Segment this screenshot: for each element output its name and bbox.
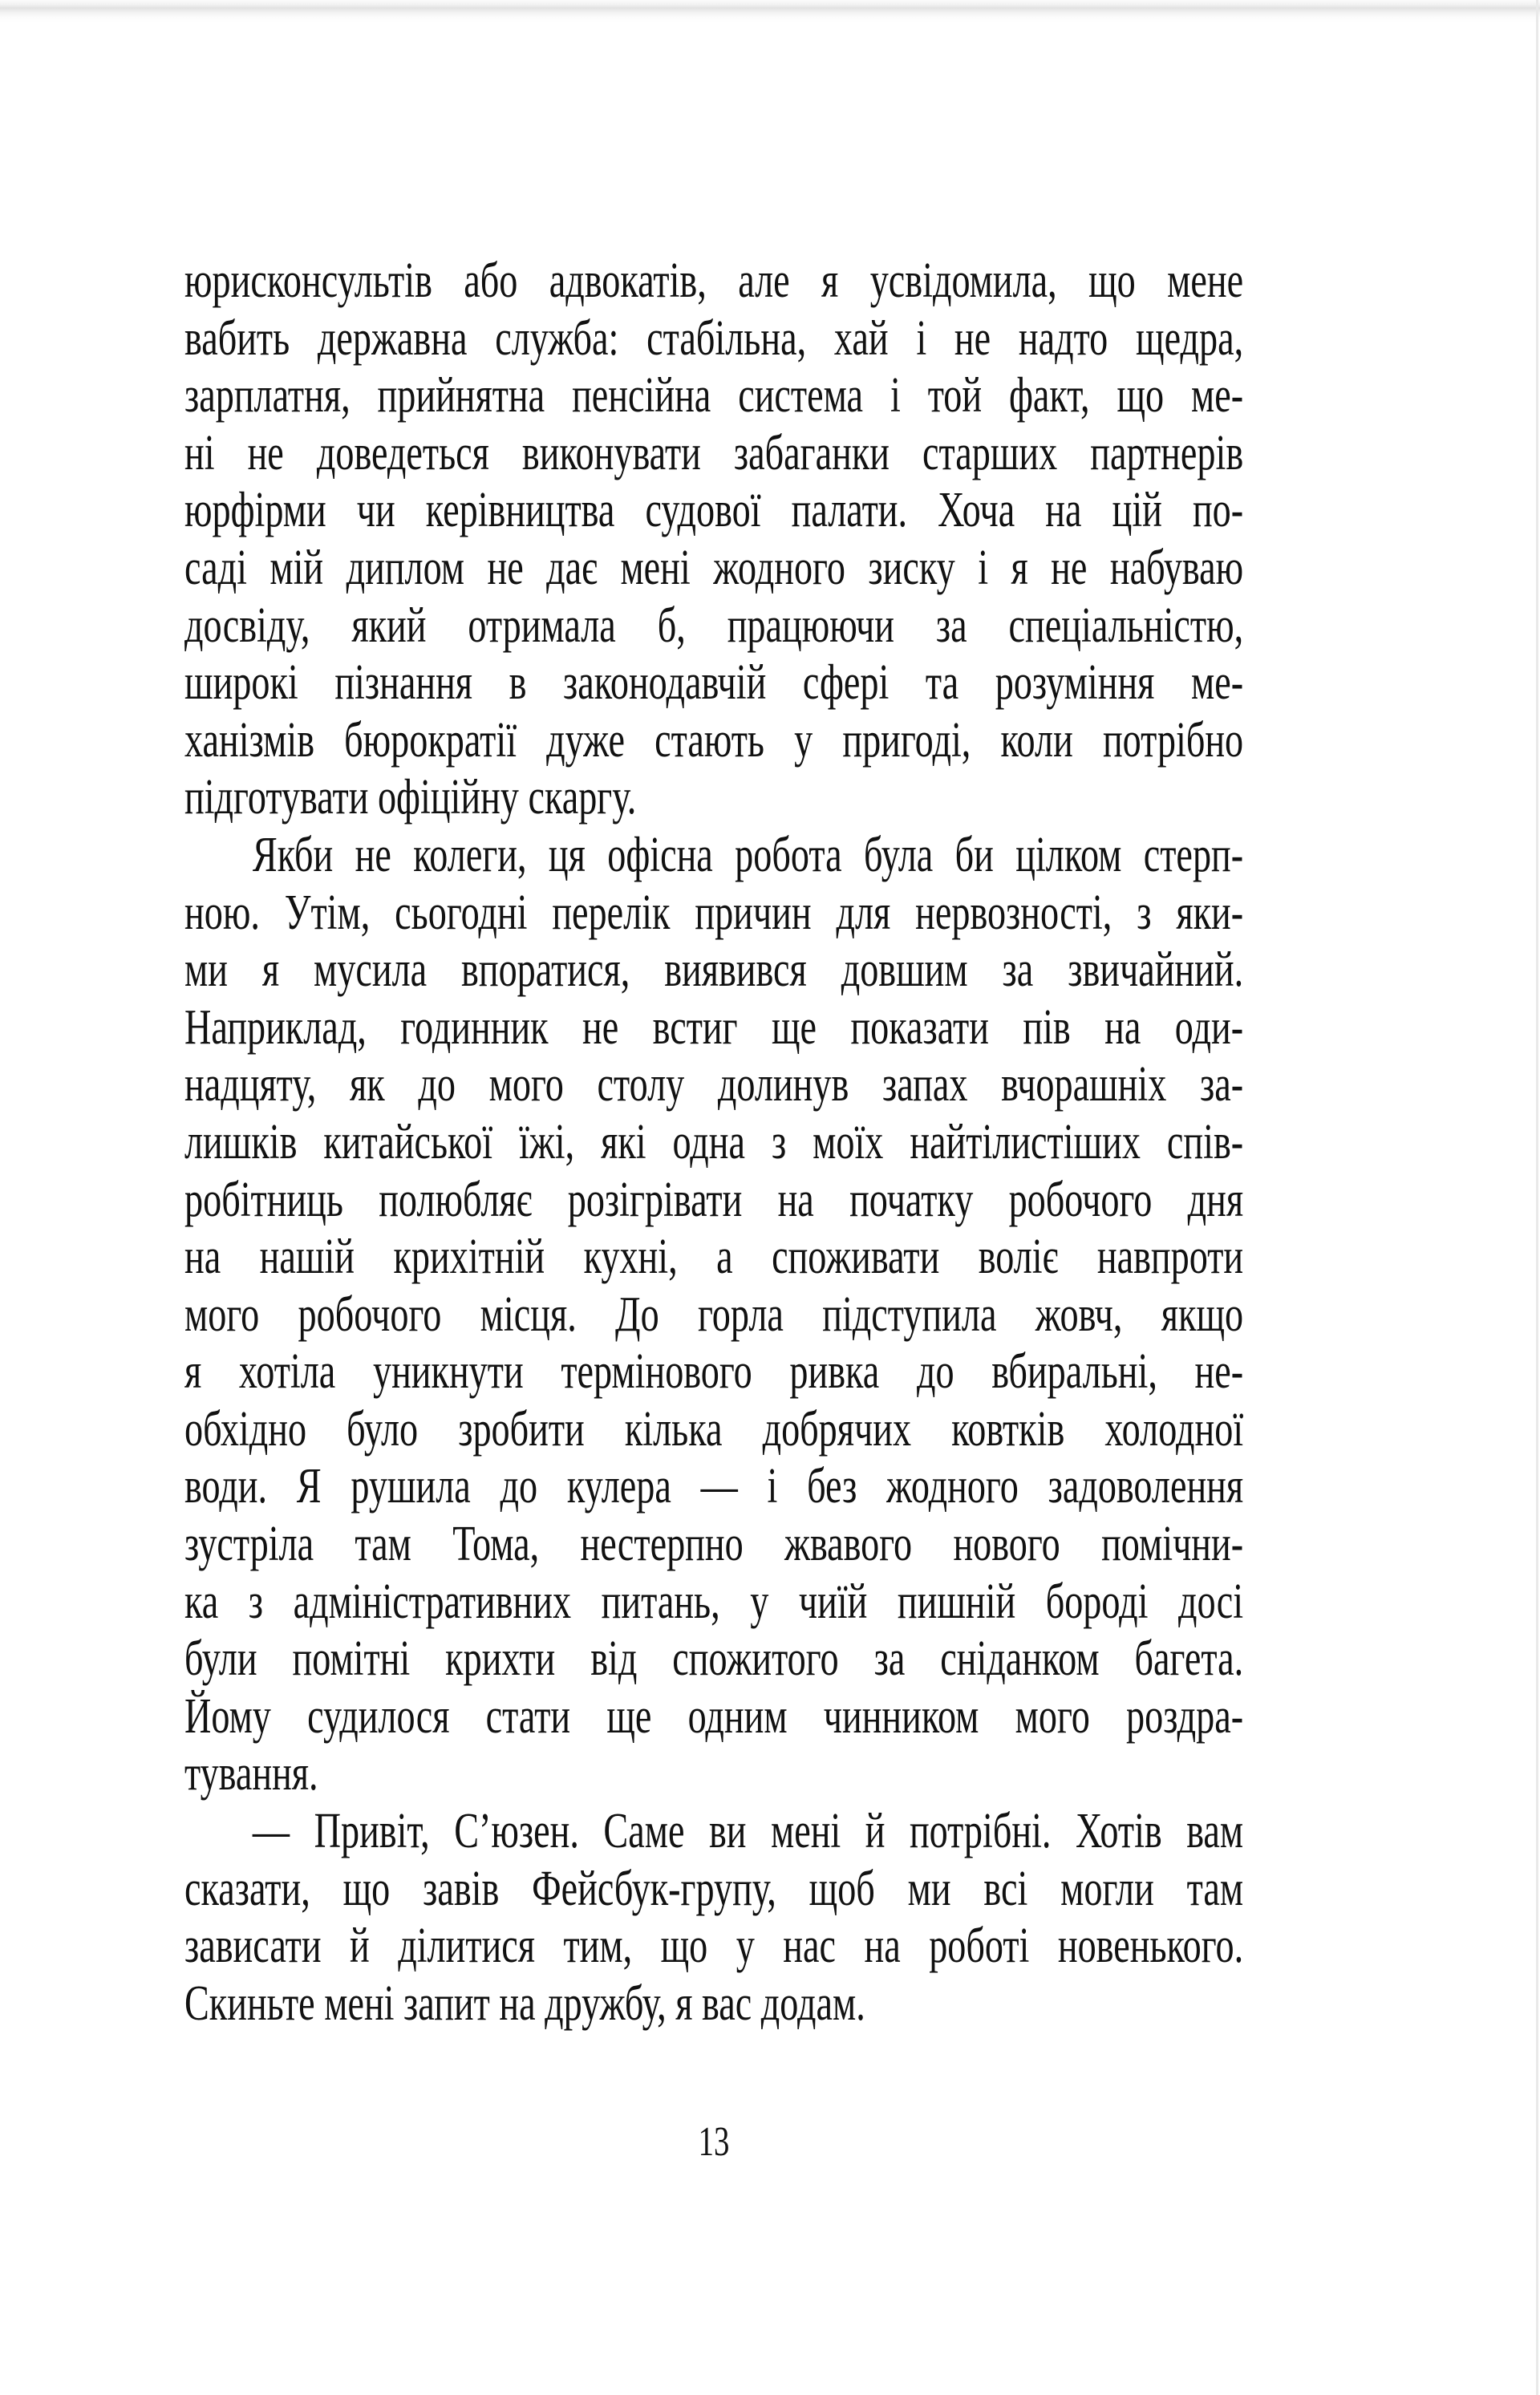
text-line: зарплатня, прийнятна пенсійна система і той факт, що ме- bbox=[184, 368, 1244, 423]
text-line: ка з адміністративних питань, у чиїй пишній бороді досі bbox=[184, 1574, 1244, 1629]
text-line: саді мій диплом не дає мені жодного зиску і я не набуваю bbox=[184, 540, 1244, 595]
text-line: тування. bbox=[184, 1746, 318, 1801]
text-line: досвіду, який отримала б, працюючи за спеціальністю, bbox=[184, 598, 1244, 653]
page-number: 13 bbox=[698, 2119, 730, 2165]
text-line: на нашій крихітній кухні, а споживати воліє навпроти bbox=[184, 1230, 1244, 1285]
text-line: робітниць полюбляє розігрівати на початку робочого дня bbox=[184, 1172, 1244, 1227]
text-line: юрфірми чи керівництва судової палати. Хоча на цій по- bbox=[184, 483, 1244, 538]
text-line: Наприклад, годинник не встиг ще показати пів на оди- bbox=[184, 999, 1244, 1055]
text-line: Йому судилося стати ще одним чинником мого роздра- bbox=[184, 1688, 1244, 1744]
text-line: ханізмів бюрократії дуже стають у пригоді, коли потрібно bbox=[184, 712, 1244, 768]
text-line: я хотіла уникнути термінового ривка до вбиральні, не- bbox=[184, 1344, 1244, 1400]
text-line: лишків китайської їжі, які одна з моїх найтілистіших спів- bbox=[184, 1114, 1244, 1169]
text-line: широкі пізнання в законодавчій сфері та розуміння ме- bbox=[184, 655, 1244, 711]
text-line: — Привіт, С’юзен. Саме ви мені й потрібні. Хотів вам bbox=[252, 1804, 1244, 1859]
text-line: юрисконсультів або адвокатів, але я усвідомила, що мене bbox=[184, 253, 1244, 308]
page-right-edge-line bbox=[1536, 0, 1538, 2395]
text-line: Скиньте мені запит на дружбу, я вас додам. bbox=[184, 1976, 865, 2031]
text-line: підготувати офіційну скаргу. bbox=[184, 770, 637, 825]
text-line: мого робочого місця. До горла підступила жовч, якщо bbox=[184, 1287, 1244, 1342]
text-line: обхідно було зробити кілька добрячих ковтків холодної bbox=[184, 1401, 1244, 1457]
text-line: сказати, що завів Фейсбук-групу, щоб ми всі могли там bbox=[184, 1861, 1244, 1916]
text-line: надцяту, як до мого столу долинув запах вчорашніх за- bbox=[184, 1057, 1244, 1112]
text-line: ною. Утім, сьогодні перелік причин для нервозності, з яки- bbox=[184, 885, 1244, 940]
text-line: вабить державна служба: стабільна, хай і не надто щедра, bbox=[184, 310, 1244, 366]
page-text-block bbox=[184, 253, 1243, 2032]
text-line: ми я мусила впоратися, виявився довшим за звичайний. bbox=[184, 942, 1244, 998]
page-top-edge-shadow bbox=[0, 0, 1540, 22]
text-line: Якби не колеги, ця офісна робота була би цілком стерп- bbox=[252, 827, 1244, 882]
text-line: зустріла там Тома, нестерпно жвавого нового помічни- bbox=[184, 1517, 1244, 1572]
text-line: ні не доведеться виконувати забаганки старших партнерів bbox=[184, 425, 1244, 480]
text-line: були помітні крихти від спожитого за сніданком багета. bbox=[184, 1631, 1244, 1687]
text-line: води. Я рушила до кулера — і без жодного задоволення bbox=[184, 1459, 1244, 1514]
text-line: зависати й ділитися тим, що у нас на роботі новенького. bbox=[184, 1919, 1244, 1974]
